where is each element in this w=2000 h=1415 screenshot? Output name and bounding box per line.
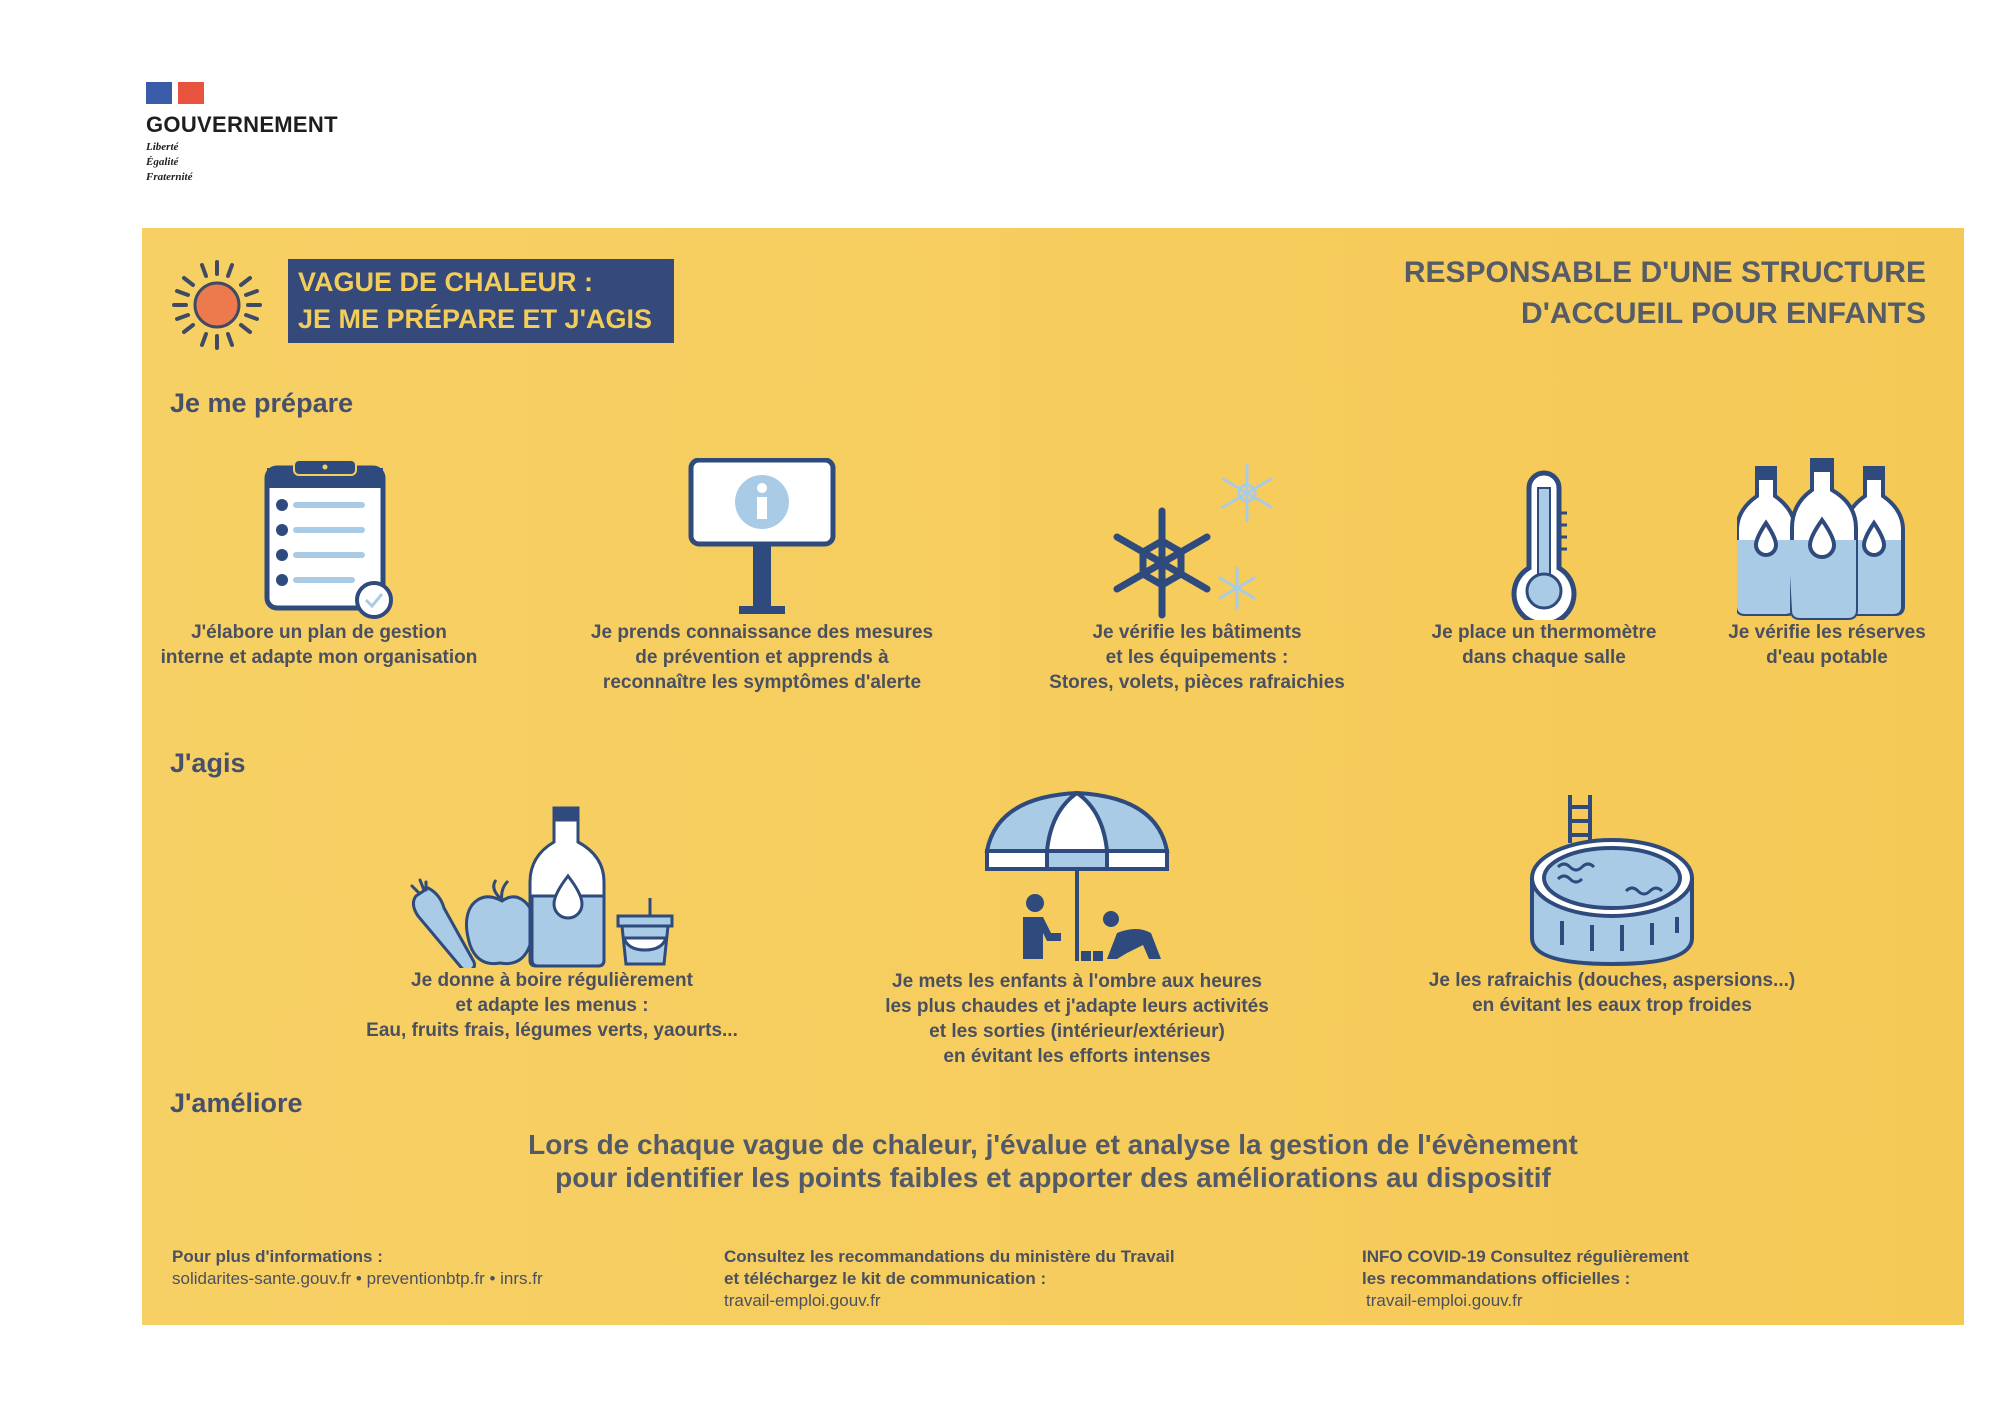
motto [146,140,338,185]
caption-line: en évitant les efforts intenses [943,1046,1211,1067]
caption-line: et adapte les menus : [455,995,649,1016]
act-item-shade [842,791,1312,1069]
footer-links[interactable]: solidarites-sante.gouv.fr • preventionbtp.fr • inrs.fr [172,1269,543,1288]
prepare-item-water [1702,458,1952,670]
section-heading-improve: J'améliore [170,1088,303,1118]
caption-line: Je vérifie les bâtiments [1092,622,1302,643]
snowflakes-icon [1102,458,1292,620]
government-name: GOUVERNEMENT [146,112,338,137]
footer-ministry [724,1246,1175,1312]
caption-line: et les sorties (intérieur/extérieur) [929,1021,1225,1042]
caption-line: Je donne à boire régulièrement [411,970,693,991]
target-audience [1404,252,1926,334]
act-item-cooling [1392,793,1832,1018]
food-drink-icon [402,806,702,968]
motto-liberte: Liberté [146,141,179,153]
footer-link[interactable]: travail-emploi.gouv.fr [1366,1291,1523,1310]
heatwave-poster [142,228,1964,1325]
caption-line: Je les rafraichis (douches, aspersions...) [1428,970,1796,991]
poster-title-line-1: VAGUE DE CHALEUR : [298,267,594,297]
improve-line: pour identifier les points faibles et apporter des améliorations au dispositif [555,1162,1551,1193]
improve-line: Lors de chaque vague de chaleur, j'évalue et analyse la gestion de l'évènement [528,1129,1578,1160]
caption-line: Eau, fruits frais, légumes verts, yaourts... [366,1020,738,1041]
water-bottles-icon [1737,458,1917,620]
audience-line-1: RESPONSABLE D'UNE STRUCTURE [1403,256,1926,289]
footer-label: et téléchargez le kit de communication : [724,1269,1047,1288]
footer-covid [1362,1246,1689,1312]
caption-line: dans chaque salle [1462,647,1626,668]
footer-label: Pour plus d'informations : [172,1247,383,1266]
prepare-item-thermometer-caption [1404,620,1684,670]
caption-line: Je place un thermomètre [1431,622,1657,643]
improve-statement [142,1128,1964,1194]
sun-icon [170,258,264,352]
prepare-item-prevention-caption [582,620,942,695]
footer-label: les recommandations officielles : [1362,1269,1631,1288]
caption-line: J'élabore un plan de gestion [191,622,447,643]
pool-icon [1522,793,1702,968]
act-item-shade-caption [842,969,1312,1069]
prepare-item-plan-caption [154,620,484,670]
footer-more-info [172,1246,543,1290]
caption-line: Stores, volets, pièces rafraichies [1049,672,1345,693]
caption-line: en évitant les eaux trop froides [1472,995,1752,1016]
section-heading-prepare: Je me prépare [170,388,354,418]
caption-line: d'eau potable [1766,647,1888,668]
footer-label: INFO COVID-19 Consultez régulièrement [1362,1247,1689,1266]
caption-line: les plus chaudes et j'adapte leurs activités [885,996,1269,1017]
prepare-item-water-caption [1702,620,1952,670]
motto-fraternite: Fraternité [146,171,193,183]
motto-egalite: Égalité [146,156,179,168]
prepare-item-plan [154,458,484,670]
footer-link[interactable]: travail-emploi.gouv.fr [724,1291,881,1310]
caption-line: interne et adapte mon organisation [160,647,478,668]
poster-title [288,259,674,343]
info-sign-icon [687,458,837,620]
caption-line: reconnaître les symptômes d'alerte [602,672,922,693]
caption-line: et les équipements : [1105,647,1289,668]
section-heading-act: J'agis [170,748,246,778]
caption-line: Je vérifie les réserves [1728,622,1926,643]
caption-line: Je prends connaissance des mesures [590,622,934,643]
prepare-item-buildings [1022,458,1372,695]
prepare-item-prevention [582,458,942,695]
audience-line-2: D'ACCUEIL POUR ENFANTS [1521,297,1926,330]
thermometer-icon [1499,458,1589,620]
act-item-hydration [342,806,762,1043]
caption-line: Je mets les enfants à l'ombre aux heures [892,971,1262,992]
act-item-hydration-caption [342,968,762,1043]
parasol-children-icon [977,791,1177,969]
prepare-item-thermometer [1404,458,1684,670]
french-flag-icon [146,82,338,104]
poster-title-line-2: JE ME PRÉPARE ET J'AGIS [298,304,653,334]
caption-line: de prévention et apprends à [635,647,889,668]
act-item-cooling-caption [1392,968,1832,1018]
government-logo [146,82,338,185]
footer-label: Consultez les recommandations du ministère du Travail [724,1247,1175,1266]
clipboard-checklist-icon [244,458,394,620]
prepare-item-buildings-caption [1022,620,1372,695]
